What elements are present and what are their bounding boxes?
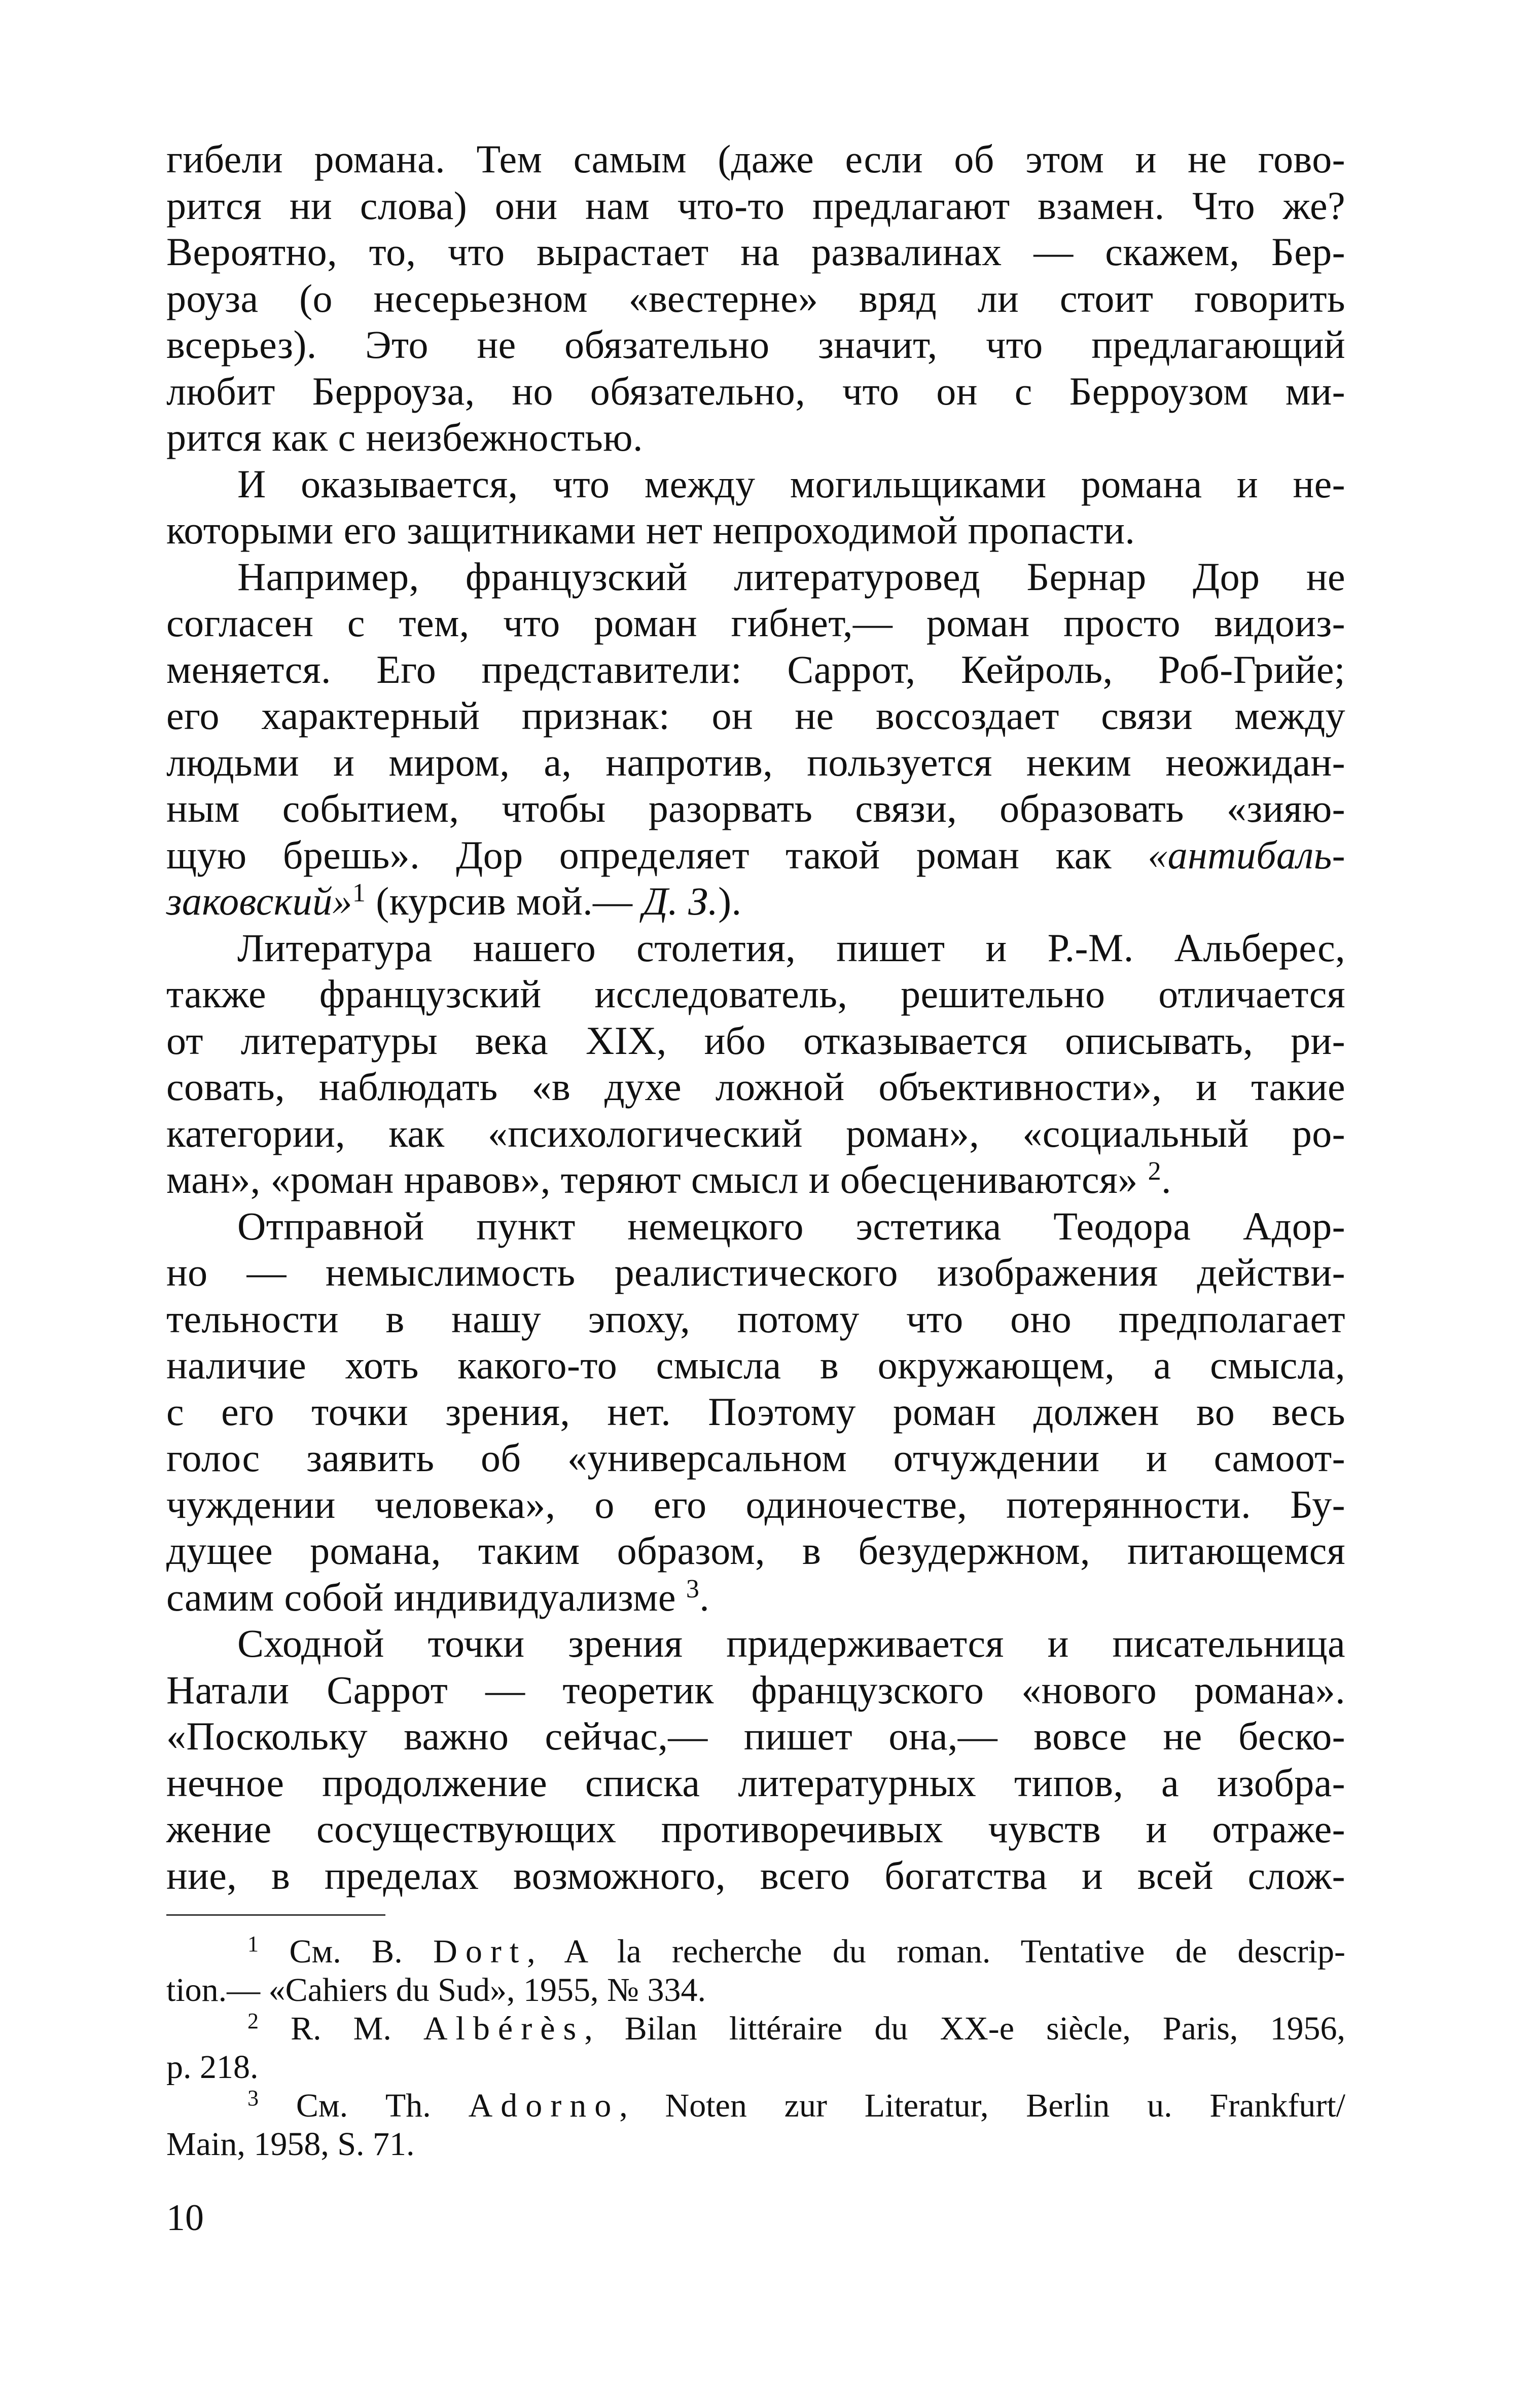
text-line: наличие хоть какого-то смысла в окружающем, а смысла, (166, 1343, 1345, 1387)
text-line (166, 832, 1345, 879)
paragraph-4 (166, 925, 1345, 1203)
footnote-1 (166, 1932, 1345, 2010)
footnote-3 (166, 2087, 1345, 2164)
paragraph-6 (166, 1620, 1345, 1899)
text-line: категории, как «психологический роман», «социальный ро- (166, 1111, 1345, 1155)
text-line: людьми и миром, а, напротив, пользуется неким неожидан- (166, 740, 1345, 784)
footnote-author: Adorno (468, 2087, 620, 2124)
text-line (166, 1574, 1345, 1621)
footnote-divider (166, 1914, 385, 1916)
text-line: рится как с неизбежностью. (166, 415, 643, 459)
author-initials: Д. З. (643, 879, 719, 923)
text-line: ным событием, чтобы разорвать связи, образовать «зияю- (166, 786, 1345, 830)
footnote-line (166, 2087, 1345, 2125)
text-line: роуза (о несерьезном «вестерне» вряд ли стоит говорить (166, 276, 1345, 320)
text-line: также французский исследователь, решительно отличается (166, 972, 1345, 1016)
text-line: чуждении человека», о его одиночестве, потерянности. Бу- (166, 1482, 1345, 1526)
footnotes (166, 1932, 1345, 2164)
text-segment: ман», «роман нравов», теряют смысл и обесцениваются» (166, 1157, 1148, 1201)
footnote-author: Dort (433, 1933, 527, 1970)
text-segment: щую брешь». Дор определяет такой роман как (166, 832, 1148, 877)
page-number: 10 (166, 2197, 204, 2239)
footnote-line (166, 1932, 1345, 1971)
italic-term: «антибаль- (1148, 832, 1345, 877)
text-line: нечное продолжение списка литературных типов, а изобра- (166, 1760, 1345, 1805)
text-line: рится ни слова) они нам что-то предлагают взамен. Что же? (166, 183, 1345, 228)
footnote-ref-1[interactable]: 1 (352, 879, 366, 907)
text-line (166, 1156, 1345, 1203)
footnote-ref-3[interactable]: 3 (686, 1574, 700, 1603)
footnote-line (166, 2010, 1345, 2048)
text-line: дущее романа, таким образом, в безудержном, питающемся (166, 1528, 1345, 1573)
text-line: голос заявить об «универсальном отчуждении и самоот- (166, 1436, 1345, 1480)
footnote-line: Main, 1958, S. 71. (166, 2126, 415, 2163)
text-line: гибели романа. Тем самым (даже если об этом и не гово- (166, 137, 1345, 181)
text-segment: . (1161, 1157, 1171, 1201)
footnote-number: 3 (247, 2086, 259, 2110)
text-line: Литература нашего столетия, пишет и Р.-М. Альберес, (237, 925, 1345, 970)
page-body (166, 136, 1345, 1899)
text-line: Вероятно, то, что вырастает на развалинах — скажем, Бер- (166, 230, 1345, 274)
text-line: всерьез). Это не обязательно значит, что предлагающий (166, 322, 1345, 367)
text-line (166, 878, 1345, 925)
paragraph-5 (166, 1203, 1345, 1621)
text-segment: , A la recherche du roman. Tentative de descrip- (527, 1933, 1346, 1970)
text-line: но — немыслимость реалистического изображения действи- (166, 1250, 1345, 1294)
text-line: жение сосуществующих противоречивых чувств и отраже- (166, 1807, 1345, 1851)
text-line: от литературы века XIX, ибо отказывается описывать, ри- (166, 1018, 1345, 1063)
paragraph-1 (166, 136, 1345, 461)
text-line: «Поскольку важно сейчас,— пишет она,— вовсе не беско- (166, 1714, 1345, 1758)
text-segment: ). (718, 879, 742, 923)
text-line: Сходной точки зрения придерживается и писательница (237, 1621, 1345, 1665)
text-line: согласен с тем, что роман гибнет,— роман просто видоиз- (166, 601, 1345, 645)
footnote-2 (166, 2010, 1345, 2087)
text-line: тельности в нашу эпоху, потому что оно предполагает (166, 1296, 1345, 1341)
text-segment: , Bilan littéraire du XX-e siècle, Paris, 1956, (584, 2010, 1345, 2047)
text-segment: самим собой индивидуализме (166, 1575, 686, 1619)
footnote-number: 1 (247, 1931, 259, 1956)
text-segment: См. Th. (296, 2087, 469, 2124)
italic-term: заковский» (166, 879, 352, 923)
text-line: с его точки зрения, нет. Поэтому роман должен во весь (166, 1389, 1345, 1434)
text-line: Отправной пункт немецкого эстетика Теодора Адор- (237, 1203, 1345, 1248)
text-segment: (курсив мой.— (366, 879, 643, 923)
paragraph-3 (166, 554, 1345, 925)
text-segment: См. B. (289, 1933, 434, 1970)
text-line: совать, наблюдать «в духе ложной объективности», и такие (166, 1065, 1345, 1109)
text-line: его характерный признак: он не воссоздает связи между (166, 694, 1345, 738)
footnote-line: tion.— «Cahiers du Sud», 1955, № 334. (166, 1972, 706, 2009)
text-segment: , Noten zur Literatur, Berlin u. Frankfurt/ (619, 2087, 1346, 2124)
text-line: любит Берроуза, но обязательно, что он с Берроузом ми- (166, 369, 1345, 413)
paragraph-2 (166, 461, 1345, 554)
text-line: меняется. Его представители: Саррот, Кейроль, Роб-Грийе; (166, 647, 1345, 691)
text-line: И оказывается, что между могильщиками романа и не- (237, 461, 1345, 506)
footnote-line: p. 218. (166, 2049, 259, 2086)
text-line: которыми его защитниками нет непроходимой пропасти. (166, 508, 1135, 552)
text-line: Натали Саррот — теоретик французского «нового романа». (166, 1667, 1345, 1712)
text-line: Например, французский литературовед Бернар Дор не (237, 554, 1345, 599)
text-segment: R. M. (291, 2010, 423, 2047)
footnote-ref-2[interactable]: 2 (1148, 1157, 1161, 1186)
footnote-number: 2 (247, 2009, 259, 2033)
text-line: ние, в пределах возможного, всего богатства и всей слож- (166, 1853, 1345, 1898)
footnote-author: Albérès (423, 2010, 585, 2047)
text-segment: . (699, 1575, 710, 1619)
